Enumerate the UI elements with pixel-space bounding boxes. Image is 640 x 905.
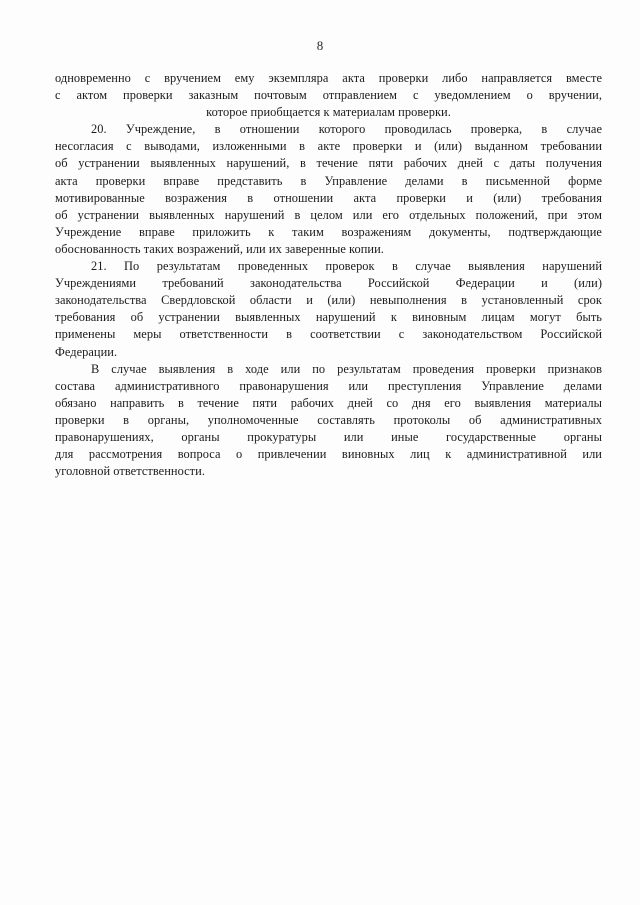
- paragraph-20: [55, 121, 602, 258]
- text-line: уголовной ответственности.: [55, 464, 205, 479]
- text-line: правонарушениях, органы прокуратуры или иные государственные органы: [55, 429, 602, 444]
- text-line: требования об устранении выявленных нарушений к виновным лицам могут быть: [55, 310, 602, 325]
- text-line: с актом проверки заказным почтовым отправлением с уведомлением о вручении,: [55, 88, 602, 103]
- text-line: мотивированные возражения в отношении акта проверки и (или) требования: [55, 190, 602, 205]
- text-line: для рассмотрения вопроса о привлечении виновных лиц к административной или: [55, 447, 602, 462]
- paragraph-21: [55, 258, 602, 361]
- page-number: 8: [316, 38, 324, 53]
- text-line: 21. По результатам проведенных проверок в случае выявления нарушений: [91, 259, 602, 274]
- text-line: акта проверки вправе представить в Управление делами в письменной форме: [55, 173, 602, 188]
- text-line: Учреждение вправе приложить к таким возражениям документы, подтверждающие: [55, 224, 602, 239]
- text-line: об устранении выявленных нарушений в целом или его отдельных положений, при этом: [55, 207, 602, 222]
- text-line: об устранении выявленных нарушений, в течение пяти рабочих дней с даты получения: [55, 156, 602, 171]
- text-line: законодательства Свердловской области и (или) невыполнения в установленный срок: [55, 293, 602, 308]
- text-line: обязано направить в течение пяти рабочих дней со дня его выявления материалы: [55, 395, 602, 410]
- text-line: 20. Учреждение, в отношении которого проводилась проверка, в случае: [91, 122, 602, 137]
- text-line: Учреждениями требований законодательства Российской Федерации и (или): [55, 276, 602, 291]
- text-line: несогласия с выводами, изложенными в акте проверки и (или) выданном требовании: [55, 139, 602, 154]
- text-line: Федерации.: [55, 344, 118, 359]
- text-line: В случае выявления в ходе или по результатам проведения проверки признаков: [91, 361, 602, 376]
- document-body: [55, 70, 602, 480]
- paragraph-22: [55, 361, 602, 481]
- text-line: одновременно с вручением ему экземпляра акта проверки либо направляется вместе: [55, 71, 602, 85]
- text-line: которое приобщается к материалам проверки.: [206, 105, 451, 120]
- text-line: проверки в органы, уполномоченные составлять протоколы об административных: [55, 412, 602, 427]
- paragraph-continuation: [55, 70, 602, 121]
- text-line: применены меры ответственности в соответствии с законодательством Российской: [55, 327, 602, 342]
- text-line: состава административного правонарушения или преступления Управление делами: [55, 378, 602, 393]
- text-line: обоснованность таких возражений, или их заверенные копии.: [55, 241, 384, 256]
